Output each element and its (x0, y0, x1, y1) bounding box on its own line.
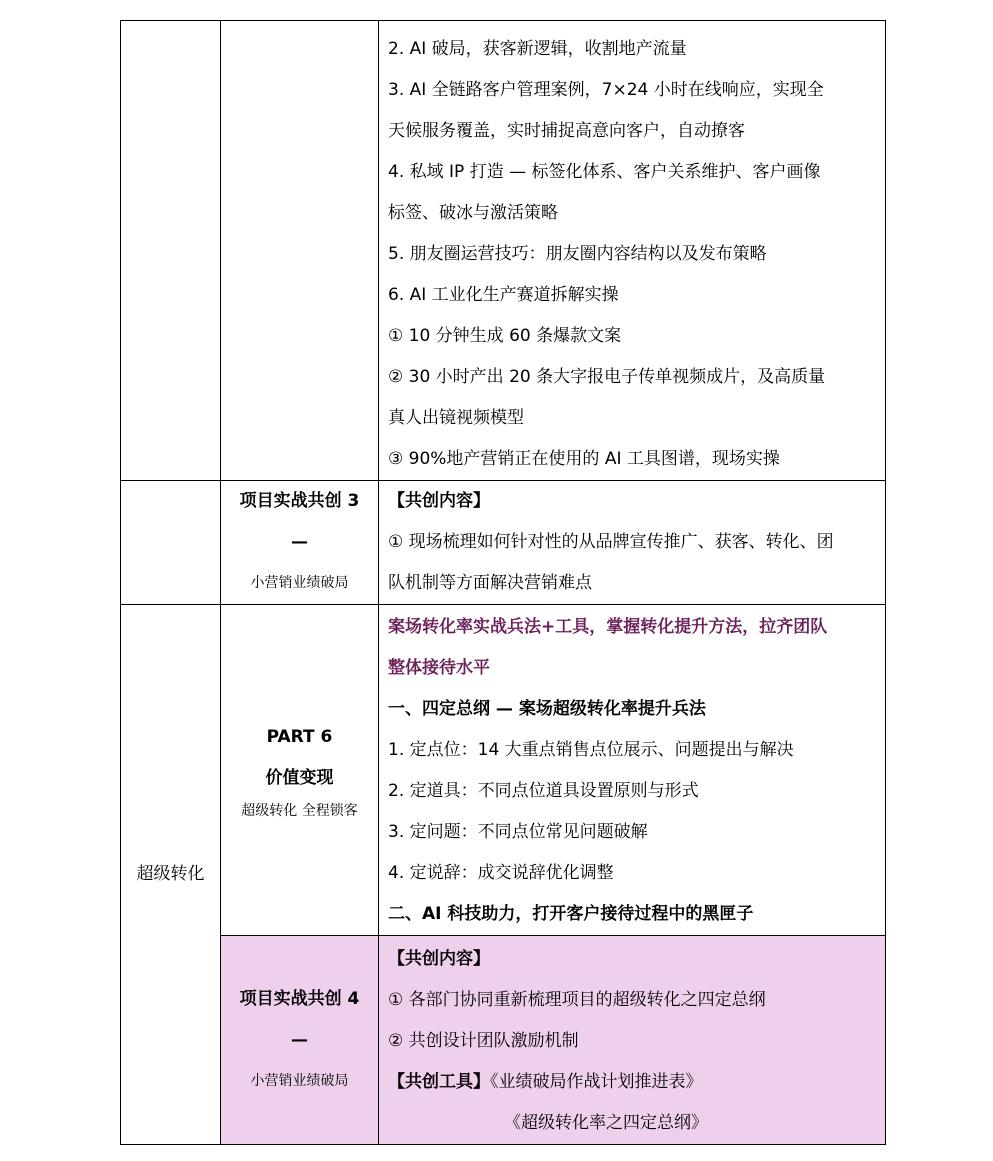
part-number: PART 6 (266, 727, 333, 747)
content-line: ② 30 小时产出 20 条大字报电子传单视频成片，及高质量 (388, 367, 826, 387)
section-cell-empty (121, 21, 221, 481)
tools-label: 【共创工具】 (388, 1072, 490, 1092)
content-label: 【共创内容】 (388, 949, 490, 969)
section-title: 超级转化 (136, 864, 205, 884)
table-row (121, 21, 886, 481)
content-line: 天候服务覆盖，实时捕捉高意向客户，自动撩客 (388, 121, 745, 141)
tool-name: 《超级转化率之四定总纲》 (504, 1113, 708, 1133)
table-row (121, 605, 886, 936)
content-cell (379, 605, 886, 936)
section-cell (121, 605, 221, 1145)
workshop-dash: — (291, 532, 308, 552)
content-line: 4. 私域 IP 打造 — 标签化体系、客户关系维护、客户画像 (388, 162, 821, 182)
headline-line: 案场转化率实战兵法+工具，掌握转化提升方法，拉齐团队 (388, 617, 828, 637)
workshop-dash: — (291, 1029, 308, 1050)
content-line: ① 各部门协同重新梳理项目的超级转化之四定总纲 (388, 990, 766, 1010)
content-line: ① 10 分钟生成 60 条爆款文案 (388, 326, 622, 346)
workshop-3-cell (221, 481, 379, 605)
content-line: ③ 90%地产营销正在使用的 AI 工具图谱，现场实操 (388, 449, 780, 469)
list-item: 3. 定问题：不同点位常见问题破解 (388, 822, 648, 842)
part-title: 价值变现 (265, 768, 334, 788)
workshop-subtitle: 小营销业绩破局 (250, 1072, 349, 1089)
content-line: ② 共创设计团队激励机制 (388, 1031, 579, 1051)
content-label: 【共创内容】 (388, 491, 490, 511)
workshop-4-cell (221, 936, 379, 1145)
content-line: 5. 朋友圈运营技巧：朋友圈内容结构以及发布策略 (388, 244, 767, 264)
workshop-subtitle: 小营销业绩破局 (250, 575, 349, 591)
list-item: 2. 定道具：不同点位道具设置原则与形式 (388, 781, 699, 801)
content-line: 2. AI 破局，获客新逻辑，收割地产流量 (388, 39, 687, 59)
content-line: 队机制等方面解决营销难点 (388, 573, 592, 593)
heading-two: 二、AI 科技助力，打开客户接待过程中的黑匣子 (388, 904, 754, 924)
tool-name: 《业绩破局作战计划推进表》 (490, 1072, 703, 1092)
content-line: ① 现场梳理如何针对性的从品牌宣传推广、获客、转化、团 (388, 532, 834, 552)
list-item: 1. 定点位：14 大重点销售点位展示、问题提出与解决 (388, 740, 794, 760)
section-cell-empty (121, 481, 221, 605)
content-cell (379, 21, 886, 481)
content-cell (379, 481, 886, 605)
list-item: 4. 定说辞：成交说辞优化调整 (388, 863, 614, 883)
workshop-title: 项目实战共创 4 (239, 988, 360, 1009)
content-cell (379, 936, 886, 1145)
part-subtitle: 超级转化 全程锁客 (241, 803, 358, 819)
table-row (121, 936, 886, 1145)
part-cell (221, 605, 379, 936)
module-cell-empty (221, 21, 379, 481)
content-line: 标签、破冰与激活策略 (388, 203, 558, 223)
content-line: 真人出镜视频模型 (388, 408, 524, 428)
content-line: 6. AI 工业化生产赛道拆解实操 (388, 285, 619, 305)
tools-line (379, 1062, 885, 1103)
heading-one: 一、四定总纲 — 案场超级转化率提升兵法 (388, 699, 706, 719)
course-table (120, 20, 886, 1145)
table-row (121, 481, 886, 605)
workshop-title: 项目实战共创 3 (239, 491, 360, 511)
headline-line: 整体接待水平 (388, 658, 490, 678)
content-line: 3. AI 全链路客户管理案例，7×24 小时在线响应，实现全 (388, 80, 824, 100)
